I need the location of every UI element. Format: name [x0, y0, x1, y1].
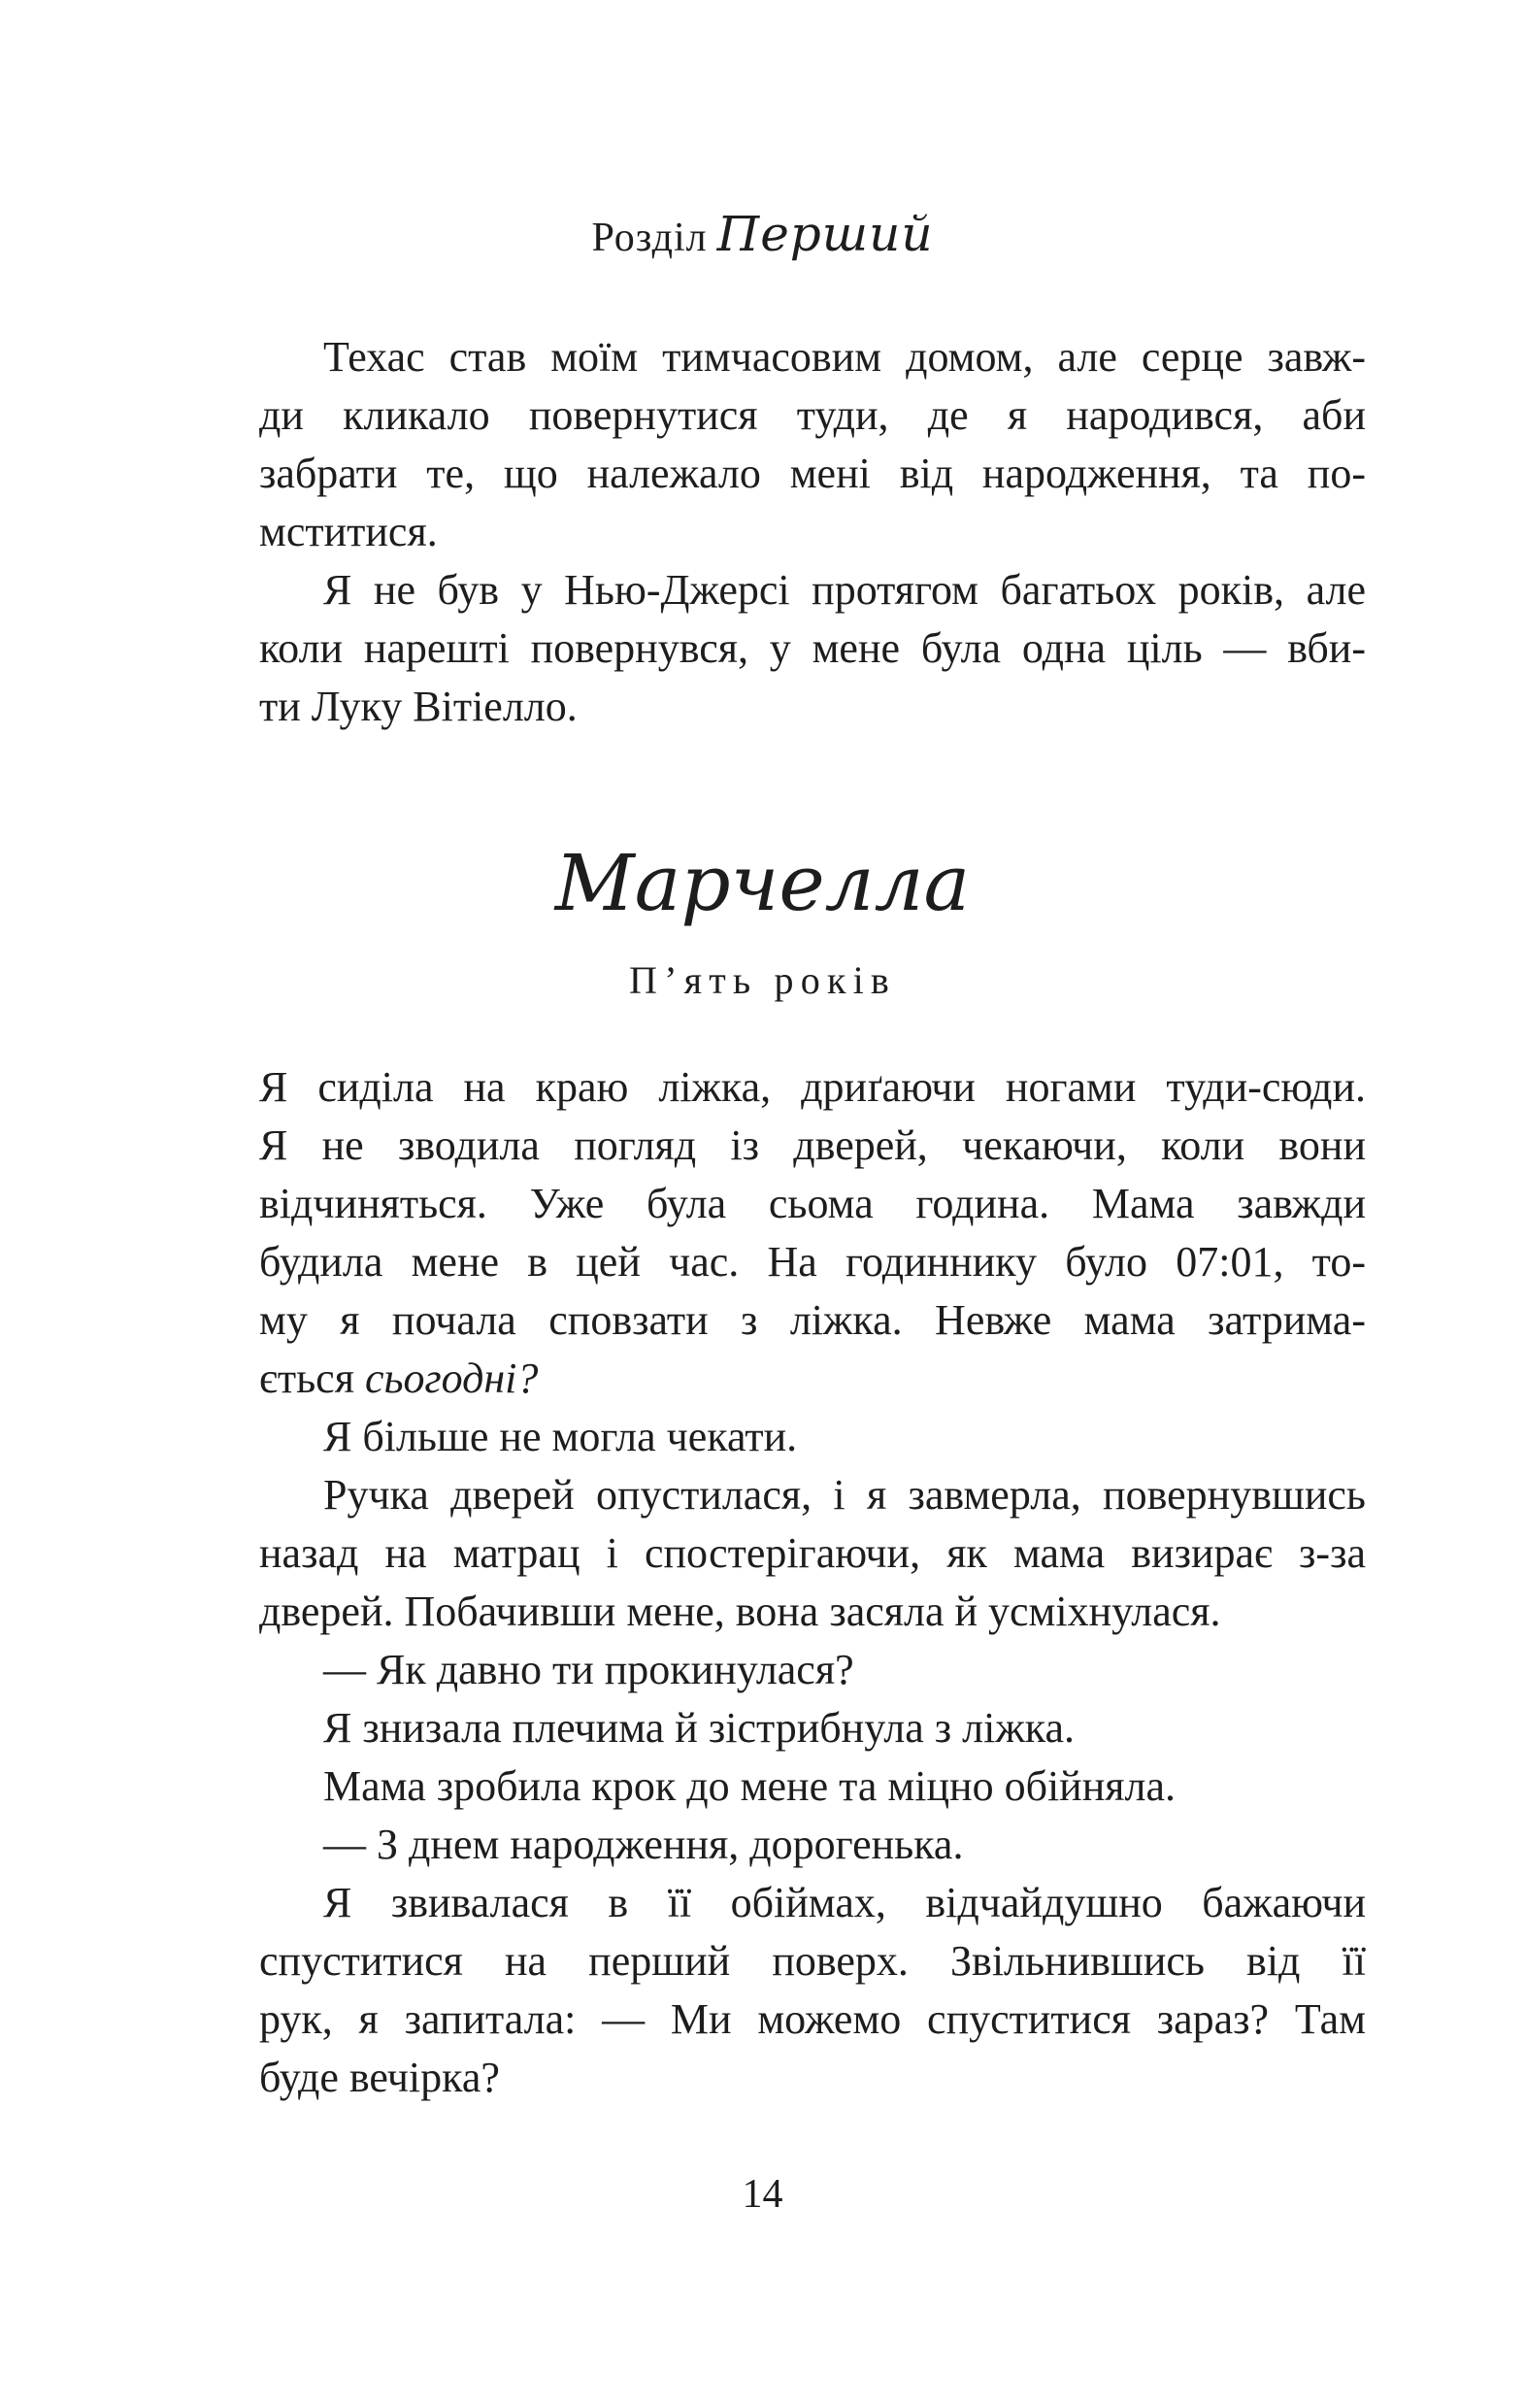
paragraph — [259, 1466, 1366, 1641]
paragraph — [259, 561, 1366, 736]
text-line: Я більше не могла чекати. — [323, 1413, 798, 1460]
text-line: Мама зробила крок до мене та міцно обійняла. — [323, 1762, 1177, 1810]
text-line: Я сиділа на краю ліжка, дриґаючи ногами туди-сюди. — [259, 1063, 1366, 1111]
main-section — [259, 1058, 1366, 2107]
text-line: забрати те, що належало мені від народження, та по- — [259, 450, 1366, 497]
page-number: 14 — [742, 2172, 783, 2217]
text-line: спуститися на перший поверх. Звільнившись від її — [259, 1937, 1366, 1985]
text-line: ти Луку Вітіелло. — [259, 683, 578, 730]
paragraph — [259, 1757, 1366, 1816]
paragraph — [259, 1641, 1366, 1699]
text-line: му я почала сповзати з ліжка. Невже мама затрима- — [259, 1296, 1366, 1344]
text-line: Техас став моїм тимчасовим домом, але серце завж- — [323, 333, 1366, 381]
text-line: відчиняться. Уже була сьома година. Мама завжди — [259, 1180, 1366, 1227]
paragraph — [259, 1408, 1366, 1466]
text-line: — З днем народження, дорогенька. — [323, 1821, 964, 1868]
text-line: коли нарешті повернувся, у мене була одна ціль — вби- — [259, 624, 1366, 672]
text-line: — Як давно ти прокинулася? — [323, 1646, 854, 1693]
chapter-label: Розділ — [591, 216, 708, 260]
paragraph — [259, 1816, 1366, 1874]
chapter-heading — [0, 206, 1525, 262]
text-line: Ручка дверей опустилася, і я завмерла, повернувшись — [323, 1471, 1366, 1519]
text-line: Я не був у Нью-Джерсі протягом багатьох років, але — [323, 566, 1366, 614]
text-line: назад на матрац і спостерігаючи, як мама визирає з-за — [259, 1529, 1366, 1577]
text-line: Я не зводила погляд із дверей, чекаючи, коли вони — [259, 1121, 1366, 1169]
opening-section — [259, 328, 1366, 736]
text-line: рук, я запитала: — Ми можемо спуститися зараз? Там — [259, 1995, 1366, 2043]
text-line: мститися. — [259, 508, 438, 555]
section-subtitle: П’ять років — [629, 958, 896, 1002]
text-line: ється сьогодні? — [259, 1354, 539, 1402]
text-line: Я знизала плечима й зістрибнула з ліжка. — [323, 1704, 1075, 1752]
chapter-name: Перший — [716, 206, 934, 262]
paragraph — [259, 328, 1366, 561]
text-line: Я звивалася в її обіймах, відчайдушно бажаючи — [323, 1879, 1366, 1926]
text-line: будила мене в цей час. На годиннику було 07:01, то- — [259, 1238, 1366, 1286]
paragraph — [259, 1699, 1366, 1757]
section-title: Марчелла — [554, 838, 971, 928]
paragraph — [259, 1058, 1366, 1408]
text-line: дверей. Побачивши мене, вона засяла й усміхнулася. — [259, 1588, 1221, 1635]
paragraph — [259, 1874, 1366, 2107]
text-line: буде вечірка? — [259, 2054, 500, 2101]
text-line: ди кликало повернутися туди, де я народився, аби — [259, 391, 1366, 439]
italic-text: сьогодні? — [364, 1354, 539, 1402]
